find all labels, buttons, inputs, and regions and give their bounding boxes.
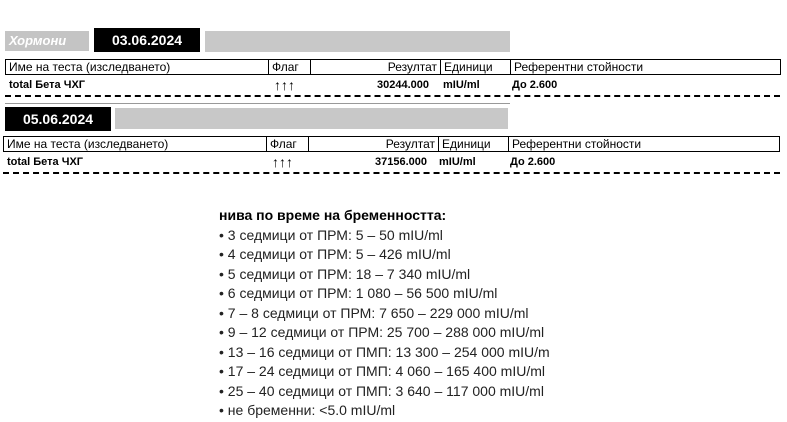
- header-unit: Единици: [440, 59, 511, 75]
- pregnancy-levels-info: [219, 206, 550, 421]
- row-unit: mIU/ml: [439, 156, 476, 168]
- row-ref: До 2.600: [512, 79, 558, 91]
- row-flag: ↑↑↑: [272, 154, 293, 170]
- table-header-1: [5, 59, 779, 75]
- header-unit: Единици: [438, 136, 509, 152]
- row-divider-2: [3, 172, 780, 174]
- header-result: Резултат: [310, 59, 441, 75]
- date-bar-1: [205, 31, 510, 52]
- date-box-2: 05.06.2024: [5, 107, 111, 131]
- row-test-name: total Бета ЧХГ: [9, 79, 86, 91]
- table-row-2: [6, 154, 778, 170]
- info-item: • 25 – 40 седмици от ПМП: 3 640 – 117 000 mIU/ml: [219, 382, 544, 399]
- header-flag: Флаг: [268, 59, 311, 75]
- header-test-name: Име на теста (изследването): [3, 136, 267, 152]
- header-result: Резултат: [308, 136, 439, 152]
- row-ref: До 2.600: [510, 156, 556, 168]
- info-item: • 3 седмици от ПРМ: 5 – 50 mIU/ml: [219, 226, 443, 243]
- row-result: 37156.000: [375, 156, 427, 168]
- table-row-1: [8, 77, 778, 93]
- row-result: 30244.000: [377, 79, 429, 91]
- info-heading: нива по време на бременността:: [219, 207, 447, 223]
- date-bar-2: [115, 108, 508, 129]
- date-box-1: 03.06.2024: [94, 28, 200, 52]
- table-header-2: [3, 136, 779, 152]
- header-flag: Флаг: [266, 136, 309, 152]
- info-item: • 7 – 8 седмици от ПРМ: 7 650 – 229 000 mIU/ml: [219, 304, 529, 321]
- info-item: • 17 – 24 седмици от ПМП: 4 060 – 165 400 mIU/ml: [219, 363, 545, 379]
- section-divider: [5, 103, 510, 104]
- header-ref: Референтни стойности: [510, 59, 781, 75]
- info-item: • 6 седмици от ПРМ: 1 080 – 56 500 mIU/ml: [219, 285, 498, 301]
- row-divider-1: [5, 95, 780, 97]
- row-flag: ↑↑↑: [274, 77, 295, 93]
- info-item: • 13 – 16 седмици от ПМП: 13 300 – 254 000 mIU/m: [219, 343, 550, 360]
- row-test-name: total Бета ЧХГ: [7, 156, 84, 168]
- header-test-name: Име на теста (изследването): [5, 59, 269, 75]
- section-label-hormones: Хормони: [5, 31, 89, 51]
- header-ref: Референтни стойности: [508, 136, 780, 152]
- row-unit: mIU/ml: [443, 79, 480, 91]
- info-item: • не бременни: <5.0 mIU/ml: [219, 402, 396, 418]
- info-item: • 5 седмици от ПРМ: 18 – 7 340 mIU/ml: [219, 265, 471, 282]
- info-item: • 9 – 12 седмици от ПРМ: 25 700 – 288 000 mIU/ml: [219, 324, 545, 340]
- info-item: • 4 седмици от ПРМ: 5 – 426 mIU/ml: [219, 246, 451, 262]
